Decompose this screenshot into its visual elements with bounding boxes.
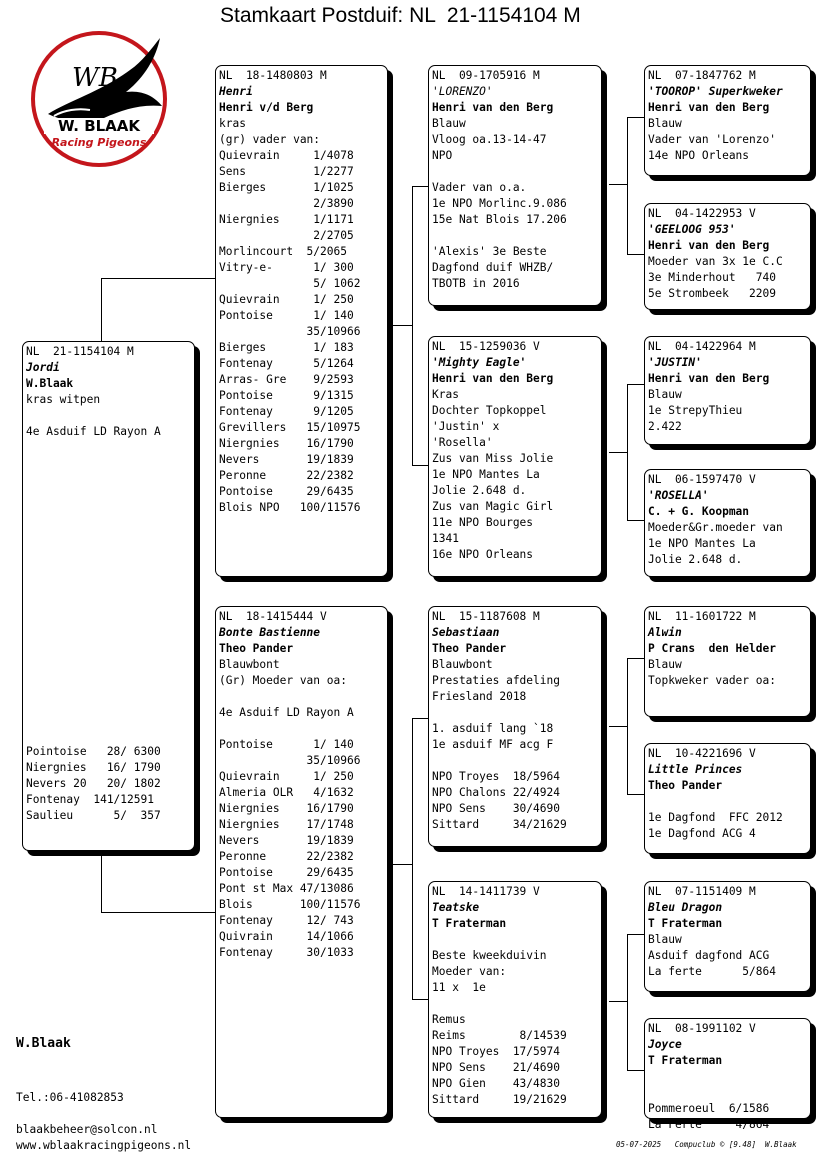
- card-line: [219, 721, 387, 737]
- card-line: 1e Dagfond FFC 2012: [648, 811, 783, 824]
- connector: [627, 1070, 645, 1071]
- card-line: Sittard 19/21629: [432, 1093, 567, 1106]
- phone-text: Tel.:06-41082853: [16, 1091, 124, 1104]
- pigeon-name: Teatske: [432, 901, 480, 914]
- card-line: C. + G. Koopman: [648, 505, 750, 518]
- card-line: [432, 996, 601, 1012]
- card-line: 'Justin' x: [432, 420, 500, 433]
- card-line: Kras: [432, 388, 459, 401]
- card-line: Morlincourt 5/2065: [219, 245, 347, 258]
- card-line: Bierges 1/1025: [219, 181, 354, 194]
- card-line: 14e NPO Orleans: [648, 149, 750, 162]
- card-line: 11 x 1e: [432, 981, 486, 994]
- connector: [627, 384, 628, 521]
- card-line: Theo Pander: [432, 642, 507, 655]
- connector: [627, 384, 645, 385]
- card-line: Fontenay 9/1205: [219, 405, 354, 418]
- pigeon-name: Sebastiaan: [432, 626, 500, 639]
- card-line: Grevillers 15/10975: [219, 421, 361, 434]
- card-line: Vloog oa.13-14-47: [432, 133, 547, 146]
- card-line: T Fraterman: [648, 917, 723, 930]
- card-line: 3e Minderhout 740: [648, 271, 776, 284]
- card-line: [648, 1085, 810, 1101]
- card-line: 1e Dagfond ACG 4: [648, 827, 756, 840]
- connector: [412, 718, 413, 1000]
- card-line: [648, 794, 810, 810]
- card-line: Nevers 20 20/ 1802: [26, 777, 161, 790]
- connector: [412, 465, 429, 466]
- pigeon-card-sire-sire: [428, 65, 602, 306]
- connector: [627, 934, 628, 1071]
- connector: [627, 117, 645, 118]
- card-line: Henri van den Berg: [648, 101, 770, 114]
- card-line: Henri v/d Berg: [219, 101, 314, 114]
- connector: [609, 452, 627, 453]
- card-line: NPO Sens 30/4690: [432, 802, 560, 815]
- card-line: Friesland 2018: [432, 690, 527, 703]
- ring-number: NL 18-1480803 M: [219, 69, 327, 82]
- pigeon-name: Little Princes: [648, 763, 743, 776]
- email-link[interactable]: blaakbeheer@solcon.nl: [16, 1123, 158, 1136]
- card-line: 4e Asduif LD Rayon A: [219, 706, 354, 719]
- pigeon-name: 'GEELOOG 953': [648, 223, 736, 236]
- card-line: La Ferte 4/864: [648, 1118, 770, 1131]
- card-line: 2/2705: [219, 229, 354, 242]
- card-line: Moeder&Gr.moeder van: [648, 521, 783, 534]
- card-line: Dagfond duif WHZB/: [432, 261, 554, 274]
- card-line: Nevers 19/1839: [219, 453, 354, 466]
- pigeon-card-dam-sire: [428, 606, 602, 847]
- card-line: [26, 408, 194, 424]
- pigeon-card-sss: [644, 65, 811, 176]
- ring-number: NL 09-1705916 M: [432, 69, 540, 82]
- card-line: Theo Pander: [219, 642, 294, 655]
- card-line: Blauwbont: [432, 658, 493, 671]
- card-line: Peronne 22/2382: [219, 850, 354, 863]
- card-line: Henri van den Berg: [432, 101, 554, 114]
- card-line: Pontoise 29/6435: [219, 485, 354, 498]
- ring-number: NL 04-1422964 M: [648, 340, 756, 353]
- ring-number: NL 15-1259036 V: [432, 340, 540, 353]
- card-line: 11e NPO Bourges: [432, 516, 534, 529]
- card-line: [26, 600, 194, 616]
- card-line: [26, 648, 194, 664]
- pigeon-name: 'JUSTIN': [648, 356, 702, 369]
- card-line: kras witpen: [26, 393, 101, 406]
- connector: [627, 658, 628, 795]
- connector: [412, 718, 429, 719]
- card-line: 1e StrepyThieu: [648, 404, 743, 417]
- connector: [627, 520, 645, 521]
- card-line: [26, 488, 194, 504]
- pigeon-name: 'TOOROP' Superkweker: [648, 85, 783, 98]
- card-line: 5/ 1062: [219, 277, 361, 290]
- pigeon-name: Joyce: [648, 1038, 682, 1051]
- connector: [627, 117, 628, 255]
- card-line: 1e NPO Morlinc.9.086: [432, 197, 567, 210]
- pigeon-card-dss: [644, 606, 811, 717]
- card-line: 2.422: [648, 420, 682, 433]
- card-line: 1e NPO Mantes La: [432, 468, 540, 481]
- ring-number: NL 18-1415444 V: [219, 610, 327, 623]
- card-line: Niergnies 16/1790: [219, 802, 354, 815]
- card-line: Niergnies 16/ 1790: [26, 761, 161, 774]
- card-line: 1e asduif MF acg F: [432, 738, 554, 751]
- card-line: [432, 164, 601, 180]
- card-line: Theo Pander: [648, 779, 723, 792]
- ring-number: NL 10-4221696 V: [648, 747, 756, 760]
- card-line: Niergnies 16/1790: [219, 437, 354, 450]
- card-line: Niergnies 1/1171: [219, 213, 354, 226]
- card-line: Jolie 2.648 d.: [432, 484, 527, 497]
- print-stamp: 05-07-2025 Compuclub © [9.48] W.Blaak: [616, 1140, 797, 1149]
- pigeon-card-sire: [215, 65, 388, 577]
- card-line: [26, 552, 194, 568]
- card-line: Reims 8/14539: [432, 1029, 567, 1042]
- pigeon-card-dam-dam: [428, 881, 602, 1118]
- card-line: Zus van Magic Girl: [432, 500, 554, 513]
- pigeon-card-sire-dam: [428, 336, 602, 577]
- logo: [30, 30, 168, 168]
- connector: [627, 254, 645, 255]
- card-line: 'Rosella': [432, 436, 493, 449]
- card-line: (gr) vader van:: [219, 133, 321, 146]
- page-title: Stamkaart Postduif: NL 21-1154104 M: [220, 4, 581, 27]
- card-line: Dochter Topkoppel: [432, 404, 547, 417]
- card-line: [432, 932, 601, 948]
- card-line: [26, 712, 194, 728]
- card-line: 16e NPO Orleans: [432, 548, 534, 561]
- card-line: Quivrain 14/1066: [219, 930, 354, 943]
- connector: [412, 999, 429, 1000]
- card-line: Blauw: [648, 658, 682, 671]
- pigeon-card-dsd: [644, 743, 811, 854]
- card-line: Blauw: [648, 117, 682, 130]
- card-line: Arras- Gre 9/2593: [219, 373, 354, 386]
- card-line: 4e Asduif LD Rayon A: [26, 425, 161, 438]
- pigeon-card-sdd: [644, 469, 811, 577]
- card-line: [26, 616, 194, 632]
- card-line: NPO Chalons 22/4924: [432, 786, 560, 799]
- card-line: [26, 568, 194, 584]
- card-line: Moeder van 3x 1e C.C: [648, 255, 783, 268]
- card-line: NPO Gien 43/4830: [432, 1077, 560, 1090]
- pigeon-card-ssd: [644, 203, 811, 310]
- card-line: Prestaties afdeling: [432, 674, 560, 687]
- card-line: Zus van Miss Jolie: [432, 452, 554, 465]
- card-line: 5e Strombeek 2209: [648, 287, 776, 300]
- card-line: kras: [219, 117, 246, 130]
- card-line: 15e Nat Blois 17.206: [432, 213, 567, 226]
- card-line: Blois 100/11576: [219, 898, 361, 911]
- pigeon-name: Alwin: [648, 626, 682, 639]
- card-line: Pontoise 29/6435: [219, 866, 354, 879]
- card-line: Pontoise 9/1315: [219, 389, 354, 402]
- pigeon-name: 'ROSELLA': [648, 489, 709, 502]
- ring-number: NL 07-1847762 M: [648, 69, 756, 82]
- card-line: Niergnies 17/1748: [219, 818, 354, 831]
- card-line: NPO Sens 21/4690: [432, 1061, 560, 1074]
- card-line: (Gr) Moeder van oa:: [219, 674, 347, 687]
- connector: [393, 325, 413, 326]
- ring-number: NL 14-1411739 V: [432, 885, 540, 898]
- connector: [101, 278, 216, 279]
- card-line: Fontenay 30/1033: [219, 946, 354, 959]
- card-line: Sens 1/2277: [219, 165, 354, 178]
- card-line: Pontoise 1/ 140: [219, 309, 354, 322]
- ring-number: NL 15-1187608 M: [432, 610, 540, 623]
- card-line: Quievrain 1/4078: [219, 149, 354, 162]
- card-line: T Fraterman: [648, 1054, 723, 1067]
- pigeon-card-ddd: [644, 1018, 811, 1131]
- card-line: Nevers 19/1839: [219, 834, 354, 847]
- card-line: NPO Troyes 18/5964: [432, 770, 560, 783]
- card-line: Henri van den Berg: [648, 372, 770, 385]
- card-line: TBOTB in 2016: [432, 277, 520, 290]
- card-line: Topkweker vader oa:: [648, 674, 776, 687]
- ring-number: NL 11-1601722 M: [648, 610, 756, 623]
- pigeon-card-dds: [644, 881, 811, 992]
- card-line: Pontoise 1/ 140: [219, 738, 354, 751]
- card-line: Vader van 'Lorenzo': [648, 133, 776, 146]
- card-line: Quievrain 1/ 250: [219, 293, 354, 306]
- card-line: W.Blaak: [26, 377, 74, 390]
- card-line: Almeria OLR 4/1632: [219, 786, 354, 799]
- card-line: Sittard 34/21629: [432, 818, 567, 831]
- pigeon-card-dam: [215, 606, 388, 1118]
- card-line: Fontenay 5/1264: [219, 357, 354, 370]
- card-line: 1e NPO Mantes La: [648, 537, 756, 550]
- connector: [627, 794, 645, 795]
- card-line: Moeder van:: [432, 965, 507, 978]
- card-line: [432, 228, 601, 244]
- card-line: [26, 680, 194, 696]
- pigeon-name: Henri: [219, 85, 253, 98]
- card-line: [26, 472, 194, 488]
- card-line: T Fraterman: [432, 917, 507, 930]
- card-line: Bierges 1/ 183: [219, 341, 354, 354]
- pigeon-name: Bleu Dragon: [648, 901, 723, 914]
- pigeon-name: 'LORENZO': [432, 85, 493, 98]
- card-line: Blois NPO 100/11576: [219, 501, 361, 514]
- card-line: [432, 753, 601, 769]
- card-line: [26, 520, 194, 536]
- connector: [609, 184, 627, 185]
- ring-number: NL 08-1991102 V: [648, 1022, 756, 1035]
- card-line: P Crans den Helder: [648, 642, 776, 655]
- card-line: Beste kweekduivin: [432, 949, 547, 962]
- card-line: Henri van den Berg: [432, 372, 554, 385]
- card-line: Quievrain 1/ 250: [219, 770, 354, 783]
- connector: [609, 1001, 627, 1002]
- connector: [393, 864, 413, 865]
- pigeon-card-sds: [644, 336, 811, 445]
- card-line: Asduif dagfond ACG: [648, 949, 770, 962]
- card-line: Blauw: [648, 388, 682, 401]
- card-line: Vader van o.a.: [432, 181, 527, 194]
- card-line: [26, 456, 194, 472]
- card-line: 1. asduif lang `18: [432, 722, 554, 735]
- card-line: [26, 664, 194, 680]
- svg-text:W. BLAAK: W. BLAAK: [57, 117, 141, 135]
- svg-text:WB: WB: [72, 63, 118, 93]
- card-line: 35/10966: [219, 754, 361, 767]
- card-line: [26, 504, 194, 520]
- pigeon-card-root: [22, 341, 195, 851]
- svg-text:Racing Pigeons: Racing Pigeons: [51, 136, 147, 149]
- card-line: [219, 689, 387, 705]
- card-line: Blauw: [648, 933, 682, 946]
- card-line: 1341: [432, 532, 459, 545]
- breeder-name: W.Blaak: [16, 1036, 71, 1051]
- connector: [609, 726, 627, 727]
- card-line: Fontenay 141/12591: [26, 793, 154, 806]
- card-line: Remus: [432, 1013, 466, 1026]
- pigeon-name: 'Mighty Eagle': [432, 356, 527, 369]
- card-line: [26, 728, 194, 744]
- connector: [627, 658, 645, 659]
- card-line: [26, 584, 194, 600]
- connector: [101, 855, 102, 913]
- card-line: Saulieu 5/ 357: [26, 809, 161, 822]
- card-line: NPO Troyes 17/5974: [432, 1045, 560, 1058]
- card-line: [26, 536, 194, 552]
- card-line: NPO: [432, 149, 453, 162]
- card-line: Jolie 2.648 d.: [648, 553, 743, 566]
- ring-number: NL 04-1422953 V: [648, 207, 756, 220]
- card-line: Vitry-e- 1/ 300: [219, 261, 354, 274]
- card-line: 'Alexis' 3e Beste: [432, 245, 547, 258]
- card-line: [26, 632, 194, 648]
- card-line: Henri van den Berg: [648, 239, 770, 252]
- card-line: [432, 705, 601, 721]
- card-line: Fontenay 12/ 743: [219, 914, 354, 927]
- card-line: [648, 1069, 810, 1085]
- ring-number: NL 06-1597470 V: [648, 473, 756, 486]
- card-line: 2/3890: [219, 197, 354, 210]
- card-line: Pommeroeul 6/1586: [648, 1102, 770, 1115]
- card-line: Pointoise 28/ 6300: [26, 745, 161, 758]
- card-line: Pont st Max 47/13086: [219, 882, 354, 895]
- ring-number: NL 21-1154104 M: [26, 345, 134, 358]
- card-line: Blauw: [432, 117, 466, 130]
- connector: [412, 186, 429, 187]
- card-line: [26, 696, 194, 712]
- card-line: La ferte 5/864: [648, 965, 776, 978]
- card-line: [26, 440, 194, 456]
- connector: [627, 934, 645, 935]
- connector: [101, 912, 216, 913]
- pigeon-name: Jordi: [26, 361, 60, 374]
- connector: [101, 278, 102, 341]
- card-line: 35/10966: [219, 325, 361, 338]
- pigeon-name: Bonte Bastienne: [219, 626, 321, 639]
- website-link[interactable]: www.wblaakracingpigeons.nl: [16, 1139, 192, 1152]
- ring-number: NL 07-1151409 M: [648, 885, 756, 898]
- card-line: Blauwbont: [219, 658, 280, 671]
- connector: [412, 186, 413, 465]
- card-line: Peronne 22/2382: [219, 469, 354, 482]
